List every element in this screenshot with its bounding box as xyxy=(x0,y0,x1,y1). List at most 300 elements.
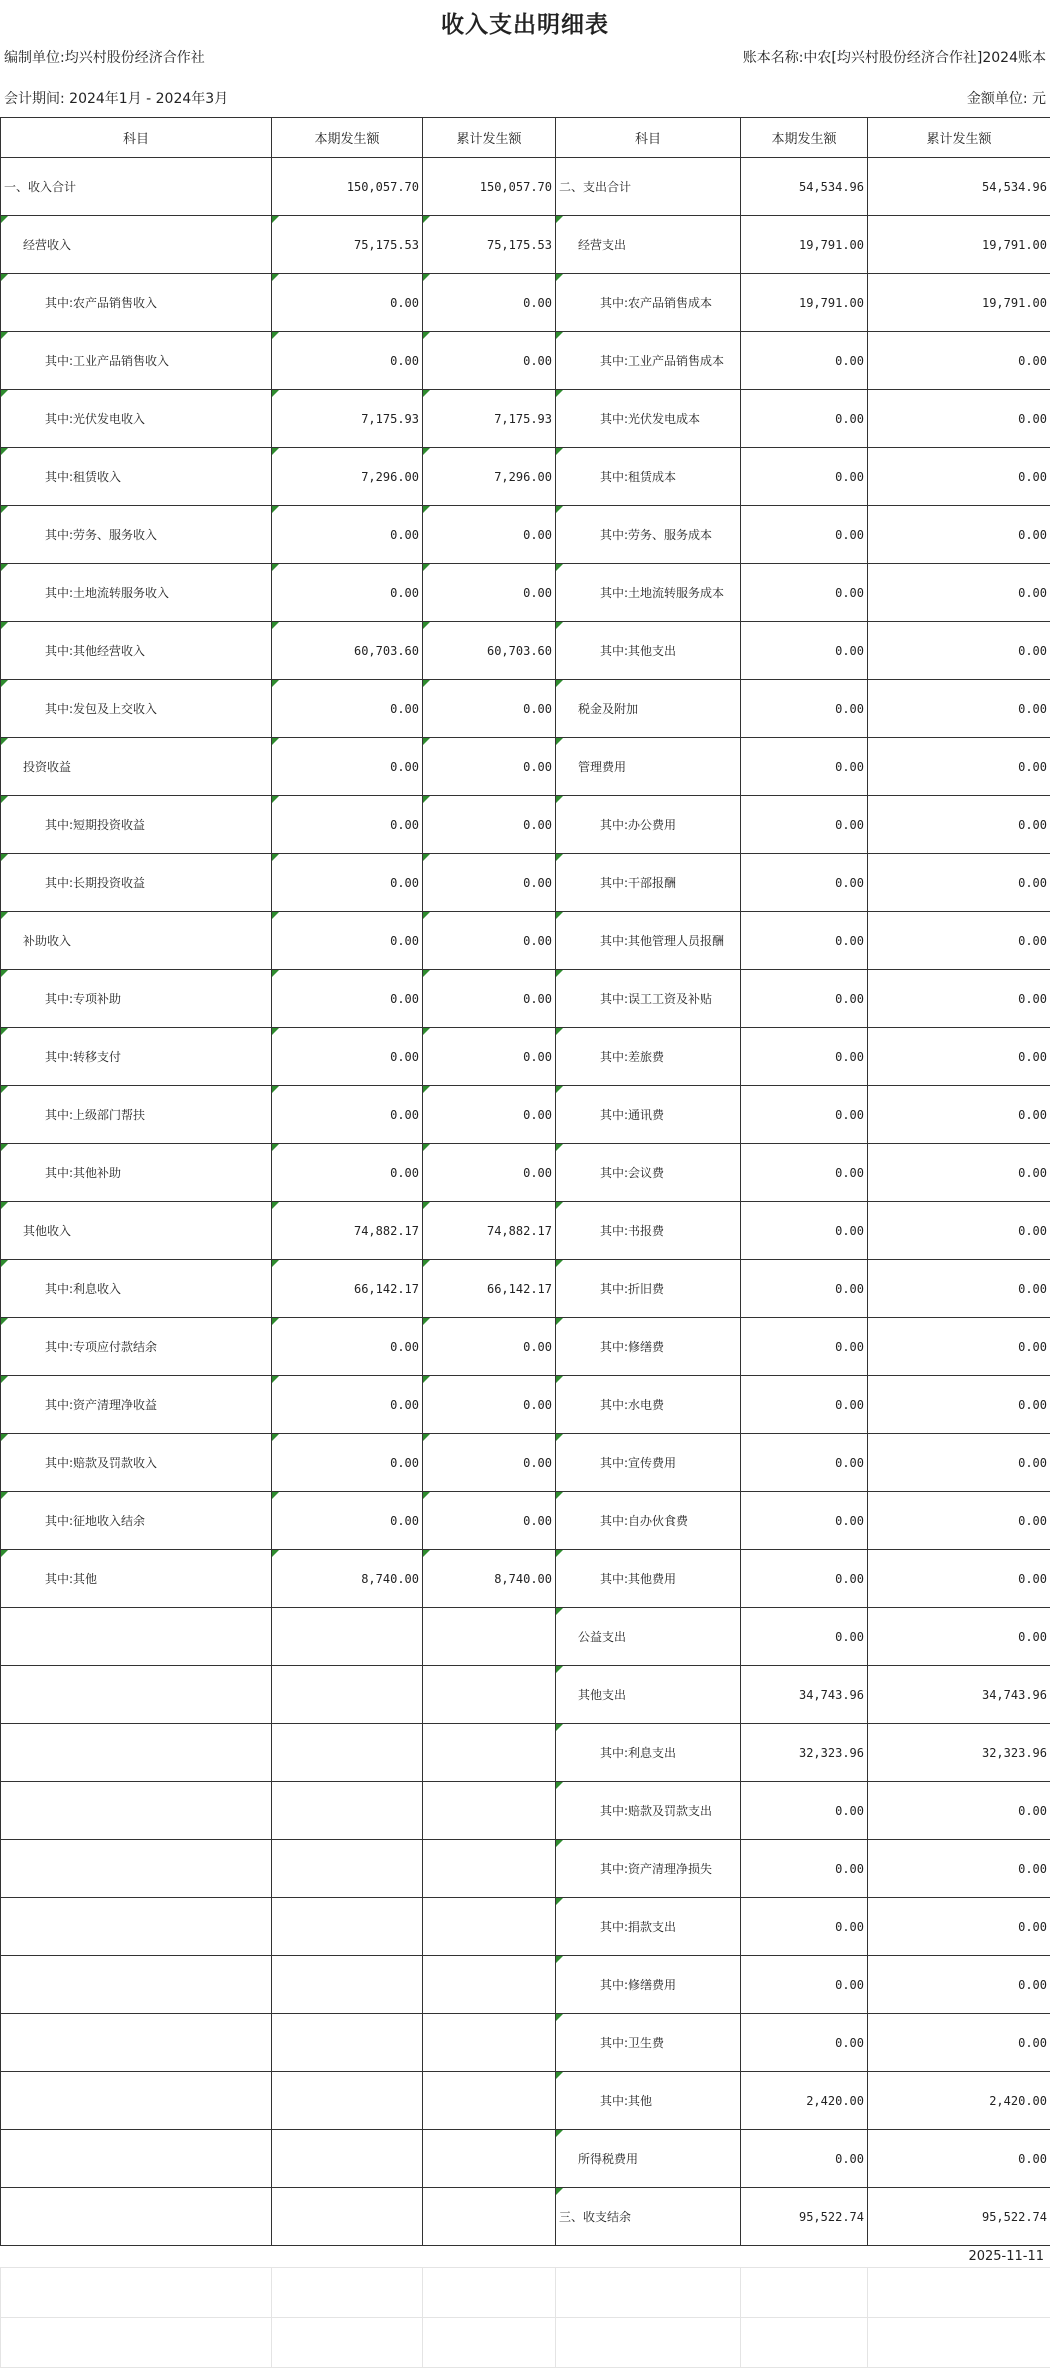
cell-text: 其中:会议费 xyxy=(600,1166,664,1180)
cell-text: 其中:租赁成本 xyxy=(600,470,676,484)
table-row xyxy=(1,1840,1050,1898)
account-name: 账本名称:中农[均兴村股份经济合作社]2024账本 xyxy=(743,47,1046,67)
expense-subject-cell xyxy=(556,2014,741,2072)
expense-subject-cell xyxy=(556,564,741,622)
cell-text: 0.00 xyxy=(1018,2036,1047,2050)
expense-current-cell xyxy=(741,1956,868,2014)
cell-text: 0.00 xyxy=(523,528,552,542)
expense-current-cell xyxy=(741,1840,868,1898)
income-current-cell xyxy=(272,390,423,448)
cell-marker-icon xyxy=(556,622,563,629)
income-subject-cell xyxy=(1,1202,272,1260)
cell-text: 0.00 xyxy=(523,586,552,600)
income-current-cell xyxy=(272,1144,423,1202)
cell-marker-icon xyxy=(556,1028,563,1035)
cell-text: 其中:资产清理净损失 xyxy=(600,1862,712,1876)
income-expense-table xyxy=(0,117,1050,2246)
cell-text: 其中:光伏发电收入 xyxy=(45,412,145,426)
income-cumulative-cell xyxy=(423,796,556,854)
cell-text: 其中:租赁收入 xyxy=(45,470,121,484)
expense-current-cell xyxy=(741,912,868,970)
income-current-cell xyxy=(272,622,423,680)
cell-text: 0.00 xyxy=(1018,760,1047,774)
cell-text: 其中:土地流转服务成本 xyxy=(600,586,724,600)
income-subject-cell xyxy=(1,2188,272,2246)
income-subject-cell xyxy=(1,680,272,738)
expense-current-cell xyxy=(741,796,868,854)
expense-current-cell xyxy=(741,1202,868,1260)
cell-text: 60,703.60 xyxy=(354,644,419,658)
cell-marker-icon xyxy=(423,622,430,629)
header-expense-cumulative: 累计发生额 xyxy=(868,118,1050,158)
cell-text: 其中:赔款及罚款支出 xyxy=(600,1804,712,1818)
cell-marker-icon xyxy=(272,912,279,919)
cell-text: 74,882.17 xyxy=(354,1224,419,1238)
expense-cumulative-cell xyxy=(868,680,1050,738)
cell-marker-icon xyxy=(1,680,8,687)
cell-text: 95,522.74 xyxy=(982,2210,1047,2224)
table-row xyxy=(1,1608,1050,1666)
header-expense-subject: 科目 xyxy=(556,118,741,158)
cell-text: 0.00 xyxy=(390,1340,419,1354)
cell-text: 0.00 xyxy=(1018,354,1047,368)
table-row xyxy=(1,1028,1050,1086)
expense-subject-cell xyxy=(556,970,741,1028)
cell-text: 0.00 xyxy=(1018,1978,1047,1992)
cell-text: 其中:通讯费 xyxy=(600,1108,664,1122)
cell-marker-icon xyxy=(556,854,563,861)
table-row xyxy=(1,1434,1050,1492)
income-cumulative-cell xyxy=(423,506,556,564)
header-income-cumulative: 累计发生额 xyxy=(423,118,556,158)
expense-current-cell xyxy=(741,1898,868,1956)
cell-marker-icon xyxy=(556,1840,563,1847)
cell-text: 0.00 xyxy=(1018,1398,1047,1412)
cell-text: 其中:利息支出 xyxy=(600,1746,676,1760)
table-header-row xyxy=(1,118,1050,158)
header-income-subject: 科目 xyxy=(1,118,272,158)
cell-text: 其中:劳务、服务成本 xyxy=(600,528,712,542)
cell-marker-icon xyxy=(272,332,279,339)
income-current-cell xyxy=(272,1782,423,1840)
cell-marker-icon xyxy=(556,506,563,513)
cell-text: 0.00 xyxy=(523,702,552,716)
expense-cumulative-cell xyxy=(868,622,1050,680)
cell-marker-icon xyxy=(423,796,430,803)
cell-marker-icon xyxy=(556,912,563,919)
table-row xyxy=(1,1376,1050,1434)
cell-marker-icon xyxy=(272,1434,279,1441)
cell-text: 其中:土地流转服务收入 xyxy=(45,586,169,600)
cell-text: 其中:干部报酬 xyxy=(600,876,676,890)
cell-text: 32,323.96 xyxy=(799,1746,864,1760)
cell-text: 0.00 xyxy=(835,818,864,832)
cell-marker-icon xyxy=(423,854,430,861)
expense-subject-cell xyxy=(556,390,741,448)
expense-cumulative-cell xyxy=(868,1724,1050,1782)
income-current-cell xyxy=(272,854,423,912)
income-current-cell xyxy=(272,796,423,854)
cell-text: 0.00 xyxy=(390,1050,419,1064)
cell-text: 0.00 xyxy=(835,1282,864,1296)
accounting-period: 会计期间: 2024年1月 - 2024年3月 xyxy=(4,88,228,108)
expense-subject-cell xyxy=(556,622,741,680)
cell-marker-icon xyxy=(1,1492,8,1499)
expense-subject-cell xyxy=(556,680,741,738)
cell-marker-icon xyxy=(556,332,563,339)
table-row xyxy=(1,274,1050,332)
table-row xyxy=(1,2130,1050,2188)
cell-text: 0.00 xyxy=(1018,934,1047,948)
cell-text: 0.00 xyxy=(1018,2152,1047,2166)
income-subject-cell xyxy=(1,1028,272,1086)
cell-text: 0.00 xyxy=(390,1514,419,1528)
expense-cumulative-cell xyxy=(868,332,1050,390)
cell-marker-icon xyxy=(272,216,279,223)
cell-marker-icon xyxy=(556,1086,563,1093)
cell-text: 19,791.00 xyxy=(982,238,1047,252)
income-subject-cell xyxy=(1,1260,272,1318)
cell-text: 0.00 xyxy=(1018,992,1047,1006)
expense-cumulative-cell xyxy=(868,970,1050,1028)
cell-text: 0.00 xyxy=(835,876,864,890)
cell-text: 0.00 xyxy=(1018,702,1047,716)
cell-marker-icon xyxy=(272,854,279,861)
cell-text: 32,323.96 xyxy=(982,1746,1047,1760)
cell-text: 0.00 xyxy=(835,1920,864,1934)
cell-text: 0.00 xyxy=(835,760,864,774)
income-cumulative-cell xyxy=(423,1898,556,1956)
cell-marker-icon xyxy=(1,390,8,397)
cell-marker-icon xyxy=(1,1550,8,1557)
expense-subject-cell xyxy=(556,1956,741,2014)
cell-text: 经营支出 xyxy=(578,238,626,252)
cell-marker-icon xyxy=(423,1086,430,1093)
cell-text: 其中:短期投资收益 xyxy=(45,818,145,832)
table-row xyxy=(1,912,1050,970)
cell-marker-icon xyxy=(556,1434,563,1441)
expense-cumulative-cell xyxy=(868,1028,1050,1086)
cell-text: 0.00 xyxy=(523,354,552,368)
income-cumulative-cell xyxy=(423,448,556,506)
cell-marker-icon xyxy=(1,448,8,455)
income-cumulative-cell xyxy=(423,390,556,448)
cell-marker-icon xyxy=(1,1144,8,1151)
income-cumulative-cell xyxy=(423,2072,556,2130)
cell-text: 0.00 xyxy=(1018,1340,1047,1354)
expense-subject-cell xyxy=(556,1782,741,1840)
expense-subject-cell xyxy=(556,1086,741,1144)
cell-text: 其中:其他补助 xyxy=(45,1166,121,1180)
cell-text: 0.00 xyxy=(1018,470,1047,484)
expense-subject-cell xyxy=(556,1840,741,1898)
cell-text: 0.00 xyxy=(835,1340,864,1354)
cell-marker-icon xyxy=(556,1492,563,1499)
cell-text: 其他收入 xyxy=(23,1224,71,1238)
cell-text: 75,175.53 xyxy=(354,238,419,252)
income-current-cell xyxy=(272,1550,423,1608)
expense-subject-cell xyxy=(556,332,741,390)
cell-text: 0.00 xyxy=(523,1108,552,1122)
income-cumulative-cell xyxy=(423,1782,556,1840)
cell-marker-icon xyxy=(423,680,430,687)
income-current-cell xyxy=(272,274,423,332)
income-current-cell xyxy=(272,680,423,738)
cell-marker-icon xyxy=(423,1260,430,1267)
expense-cumulative-cell xyxy=(868,2188,1050,2246)
income-cumulative-cell xyxy=(423,738,556,796)
income-cumulative-cell xyxy=(423,680,556,738)
cell-marker-icon xyxy=(272,622,279,629)
cell-text: 74,882.17 xyxy=(487,1224,552,1238)
cell-marker-icon xyxy=(1,1434,8,1441)
cell-marker-icon xyxy=(556,1956,563,1963)
cell-text: 其中:卫生费 xyxy=(600,2036,664,2050)
cell-text: 0.00 xyxy=(390,1166,419,1180)
cell-text: 0.00 xyxy=(835,1108,864,1122)
income-current-cell xyxy=(272,448,423,506)
cell-text: 75,175.53 xyxy=(487,238,552,252)
cell-text: 0.00 xyxy=(835,1050,864,1064)
cell-marker-icon xyxy=(423,1550,430,1557)
expense-cumulative-cell xyxy=(868,1376,1050,1434)
cell-marker-icon xyxy=(423,1202,430,1209)
income-current-cell xyxy=(272,2014,423,2072)
table-row xyxy=(1,448,1050,506)
income-subject-cell xyxy=(1,912,272,970)
cell-marker-icon xyxy=(272,1202,279,1209)
income-subject-cell xyxy=(1,1956,272,2014)
cell-text: 0.00 xyxy=(390,818,419,832)
expense-subject-cell xyxy=(556,158,741,216)
expense-current-cell xyxy=(741,1724,868,1782)
cell-marker-icon xyxy=(272,1492,279,1499)
expense-current-cell xyxy=(741,2130,868,2188)
income-current-cell xyxy=(272,1666,423,1724)
expense-cumulative-cell xyxy=(868,1666,1050,1724)
cell-text: 2,420.00 xyxy=(989,2094,1047,2108)
cell-marker-icon xyxy=(423,506,430,513)
table-row xyxy=(1,2072,1050,2130)
table-row xyxy=(1,1898,1050,1956)
income-subject-cell xyxy=(1,1666,272,1724)
income-cumulative-cell xyxy=(423,2188,556,2246)
income-subject-cell xyxy=(1,1144,272,1202)
cell-text: 其中:宣传费用 xyxy=(600,1456,676,1470)
cell-text: 0.00 xyxy=(1018,1282,1047,1296)
expense-current-cell xyxy=(741,1028,868,1086)
expense-cumulative-cell xyxy=(868,912,1050,970)
cell-text: 0.00 xyxy=(835,992,864,1006)
cell-marker-icon xyxy=(1,1260,8,1267)
cell-text: 0.00 xyxy=(390,296,419,310)
cell-text: 0.00 xyxy=(390,934,419,948)
table-row xyxy=(1,1550,1050,1608)
income-subject-cell xyxy=(1,564,272,622)
cell-text: 0.00 xyxy=(390,760,419,774)
expense-subject-cell xyxy=(556,2072,741,2130)
cell-text: 0.00 xyxy=(390,1398,419,1412)
expense-cumulative-cell xyxy=(868,2130,1050,2188)
cell-text: 0.00 xyxy=(1018,876,1047,890)
income-cumulative-cell xyxy=(423,1318,556,1376)
cell-text: 其中:长期投资收益 xyxy=(45,876,145,890)
income-current-cell xyxy=(272,1898,423,1956)
income-current-cell xyxy=(272,1492,423,1550)
expense-current-cell xyxy=(741,854,868,912)
cell-marker-icon xyxy=(556,1666,563,1673)
cell-text: 其中:其他 xyxy=(45,1572,97,1586)
compiling-unit: 编制单位:均兴村股份经济合作社 xyxy=(4,47,205,67)
income-subject-cell xyxy=(1,1840,272,1898)
income-current-cell xyxy=(272,970,423,1028)
expense-subject-cell xyxy=(556,1724,741,1782)
blank-trailing-grid xyxy=(0,2267,1050,2368)
cell-marker-icon xyxy=(272,680,279,687)
expense-current-cell xyxy=(741,738,868,796)
cell-marker-icon xyxy=(423,448,430,455)
cell-marker-icon xyxy=(272,448,279,455)
expense-subject-cell xyxy=(556,216,741,274)
cell-marker-icon xyxy=(556,1376,563,1383)
cell-text: 其中:资产清理净收益 xyxy=(45,1398,157,1412)
cell-text: 其中:工业产品销售收入 xyxy=(45,354,169,368)
income-current-cell xyxy=(272,1376,423,1434)
income-subject-cell xyxy=(1,1434,272,1492)
cell-marker-icon xyxy=(1,854,8,861)
cell-marker-icon xyxy=(272,390,279,397)
cell-marker-icon xyxy=(1,506,8,513)
expense-current-cell xyxy=(741,1260,868,1318)
expense-subject-cell xyxy=(556,1028,741,1086)
income-cumulative-cell xyxy=(423,158,556,216)
expense-current-cell xyxy=(741,1608,868,1666)
cell-text: 7,175.93 xyxy=(361,412,419,426)
income-current-cell xyxy=(272,1318,423,1376)
cell-text: 19,791.00 xyxy=(982,296,1047,310)
expense-current-cell xyxy=(741,1434,868,1492)
cell-marker-icon xyxy=(556,970,563,977)
income-cumulative-cell xyxy=(423,1202,556,1260)
cell-text: 其中:专项应付款结余 xyxy=(45,1340,157,1354)
income-current-cell xyxy=(272,1086,423,1144)
table-row xyxy=(1,1666,1050,1724)
cell-text: 其中:其他支出 xyxy=(600,644,676,658)
cell-text: 0.00 xyxy=(1018,1862,1047,1876)
cell-marker-icon xyxy=(556,390,563,397)
income-subject-cell xyxy=(1,1376,272,1434)
income-cumulative-cell xyxy=(423,1376,556,1434)
cell-text: 其中:光伏发电成本 xyxy=(600,412,700,426)
cell-text: 公益支出 xyxy=(578,1630,626,1644)
cell-text: 其中:征地收入结余 xyxy=(45,1514,145,1528)
cell-marker-icon xyxy=(1,216,8,223)
cell-marker-icon xyxy=(272,1550,279,1557)
cell-marker-icon xyxy=(272,564,279,571)
cell-text: 0.00 xyxy=(390,992,419,1006)
cell-text: 66,142.17 xyxy=(487,1282,552,1296)
expense-cumulative-cell xyxy=(868,1898,1050,1956)
cell-text: 其中:其他经营收入 xyxy=(45,644,145,658)
income-subject-cell xyxy=(1,796,272,854)
cell-text: 其中:其他 xyxy=(600,2094,652,2108)
cell-marker-icon xyxy=(556,738,563,745)
income-subject-cell xyxy=(1,2130,272,2188)
expense-subject-cell xyxy=(556,912,741,970)
cell-text: 60,703.60 xyxy=(487,644,552,658)
income-current-cell xyxy=(272,738,423,796)
cell-text: 0.00 xyxy=(390,702,419,716)
cell-text: 34,743.96 xyxy=(799,1688,864,1702)
cell-marker-icon xyxy=(423,332,430,339)
cell-marker-icon xyxy=(556,1318,563,1325)
cell-text: 补助收入 xyxy=(23,934,71,948)
cell-text: 34,743.96 xyxy=(982,1688,1047,1702)
table-row xyxy=(1,1782,1050,1840)
cell-marker-icon xyxy=(423,1492,430,1499)
expense-current-cell xyxy=(741,158,868,216)
income-current-cell xyxy=(272,1028,423,1086)
cell-text: 0.00 xyxy=(390,354,419,368)
table-row xyxy=(1,738,1050,796)
income-subject-cell xyxy=(1,332,272,390)
cell-marker-icon xyxy=(1,622,8,629)
table-row xyxy=(1,2188,1050,2246)
income-subject-cell xyxy=(1,622,272,680)
table-row xyxy=(1,1086,1050,1144)
table-row xyxy=(1,1318,1050,1376)
cell-text: 0.00 xyxy=(835,1804,864,1818)
cell-text: 0.00 xyxy=(835,1224,864,1238)
cell-text: 0.00 xyxy=(1018,1572,1047,1586)
cell-text: 0.00 xyxy=(835,1166,864,1180)
cell-text: 0.00 xyxy=(835,1456,864,1470)
expense-current-cell xyxy=(741,564,868,622)
expense-cumulative-cell xyxy=(868,1608,1050,1666)
table-row xyxy=(1,506,1050,564)
income-subject-cell xyxy=(1,390,272,448)
cell-marker-icon xyxy=(556,680,563,687)
income-current-cell xyxy=(272,1608,423,1666)
cell-marker-icon xyxy=(423,1144,430,1151)
expense-current-cell xyxy=(741,506,868,564)
expense-subject-cell xyxy=(556,2188,741,2246)
cell-text: 0.00 xyxy=(1018,412,1047,426)
table-row xyxy=(1,564,1050,622)
cell-text: 税金及附加 xyxy=(578,702,638,716)
cell-marker-icon xyxy=(556,448,563,455)
income-cumulative-cell xyxy=(423,1608,556,1666)
cell-marker-icon xyxy=(423,1318,430,1325)
expense-subject-cell xyxy=(556,1550,741,1608)
cell-text: 0.00 xyxy=(835,528,864,542)
expense-cumulative-cell xyxy=(868,216,1050,274)
cell-text: 0.00 xyxy=(835,1978,864,1992)
expense-subject-cell xyxy=(556,1898,741,1956)
cell-text: 0.00 xyxy=(523,296,552,310)
expense-cumulative-cell xyxy=(868,796,1050,854)
cell-text: 0.00 xyxy=(1018,818,1047,832)
table-row xyxy=(1,796,1050,854)
income-current-cell xyxy=(272,332,423,390)
income-subject-cell xyxy=(1,970,272,1028)
cell-marker-icon xyxy=(423,390,430,397)
cell-marker-icon xyxy=(556,1202,563,1209)
income-current-cell xyxy=(272,1434,423,1492)
cell-marker-icon xyxy=(1,1202,8,1209)
expense-cumulative-cell xyxy=(868,1782,1050,1840)
cell-text: 其中:办公费用 xyxy=(600,818,676,832)
